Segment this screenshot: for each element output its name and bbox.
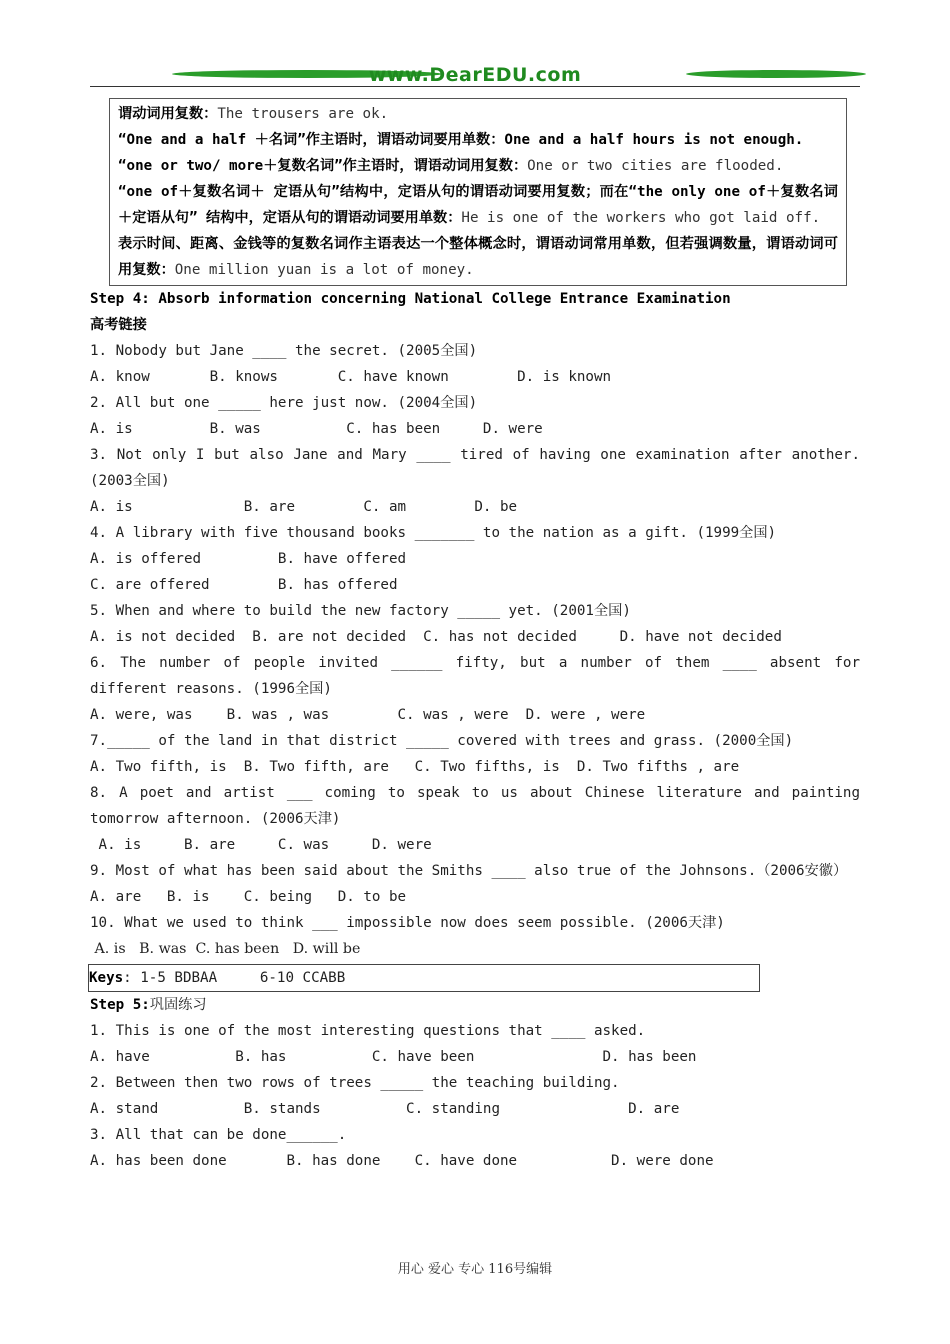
rule-3: “one or two/ more＋复数名词”作主语时，谓语动词用复数：One or two cities are flooded. — [118, 158, 784, 174]
page-header — [90, 60, 860, 90]
question-text: 8. A poet and artist ___ coming to speak to us about Chinese literature and painting tomorrow afternoon. (2006天津) — [90, 785, 860, 827]
practice-question-text: 2. Between then two rows of trees _____ the teaching building. — [90, 1075, 620, 1091]
question-options: C. are offered B. has offered — [90, 577, 398, 593]
question-options: A. is B. are C. am D. be — [90, 499, 518, 515]
grammar-rules-box — [109, 98, 847, 286]
step4-subtitle: 高考链接 — [90, 317, 147, 333]
question-options: A. were, was B. was , was C. was , were D. were , were — [90, 707, 646, 723]
question-options: A. is not decided B. are not decided C. has not decided D. have not decided — [90, 629, 782, 645]
question-text: 2. All but one _____ here just now. (2004全国) — [90, 395, 478, 411]
question-options: A. is B. are C. was D. were — [90, 837, 432, 853]
question-options: A. is offered B. have offered — [90, 551, 407, 567]
practice-question-text: 3. All that can be done______. — [90, 1127, 347, 1143]
practice-list — [90, 1018, 860, 1174]
header-rule — [90, 86, 860, 87]
practice-question-text: 1. This is one of the most interesting questions that ____ asked. — [90, 1023, 646, 1039]
practice-options: A. has been done B. has done C. have done D. were done — [90, 1153, 714, 1169]
page-footer: 用心 爱心 专心 116号编辑 — [397, 1262, 553, 1277]
rule-4: “one of＋复数名词＋ 定语从句”结构中，定语从句的谓语动词要用复数；而在“the only one of＋复数名词＋定语从句” 结构中，定语从句的谓语动词要用单数：He is one of the workers who got laid off. — [118, 184, 838, 226]
rule-5: 表示时间、距离、金钱等的复数名词作主语表达一个整体概念时，谓语动词常用单数，但若强调数量，谓语动词可用复数：One million yuan is a lot of money. — [118, 236, 838, 278]
practice-options: A. have B. has C. have been D. has been — [90, 1049, 697, 1065]
question-options: A. are B. is C. being D. to be — [90, 889, 407, 905]
practice-options: A. stand B. stands C. standing D. are — [90, 1101, 680, 1117]
keys-text: : 1-5 BDBAA 6-10 CCABB — [123, 970, 346, 986]
question-text: 6. The number of people invited ______ fifty, but a number of them ____ absent for different reasons. (1996全国) — [90, 655, 860, 697]
question-options: A. is B. was C. has been D. were — [90, 421, 543, 437]
question-options: A. Two fifth, is B. Two fifth, are C. Two fifths, is D. Two fifths , are — [90, 759, 740, 775]
question-options: A. know B. knows C. have known D. is known — [90, 369, 612, 385]
rule-1: 谓动词用复数：The trousers are ok. — [118, 106, 389, 122]
answer-keys-box — [88, 964, 760, 992]
keys-label: Keys — [89, 970, 124, 986]
question-text: 7._____ of the land in that district _____ covered with trees and grass. (2000全国) — [90, 733, 794, 749]
site-logo: www.DearEDU.com — [368, 64, 582, 86]
rule-2: “One and a half ＋名词”作主语时，谓语动词要用单数：One and a half hours is not enough. — [118, 132, 804, 148]
question-text: 3. Not only I but also Jane and Mary ____ tired of having one examination after another. (2003全国) — [90, 447, 860, 489]
step5-title: Step 5:巩固练习 — [90, 997, 207, 1013]
question-text: 4. A library with five thousand books _______ to the nation as a gift. (1999全国) — [90, 525, 777, 541]
question-list — [90, 338, 860, 962]
question-options: A. is B. was C. has been D. will be — [90, 941, 361, 957]
question-text: 9. Most of what has been said about the Smiths ____ also true of the Johnsons.（2006安徽） — [90, 863, 848, 879]
question-text: 5. When and where to build the new factory _____ yet. (2001全国) — [90, 603, 631, 619]
question-text: 1. Nobody but Jane ____ the secret. (2005全国) — [90, 343, 478, 359]
step4-title: Step 4: Absorb information concerning National College Entrance Examination — [90, 291, 731, 307]
document-body — [90, 98, 860, 1174]
question-text: 10. What we used to think ___ impossible now does seem possible. (2006天津) — [90, 915, 725, 931]
